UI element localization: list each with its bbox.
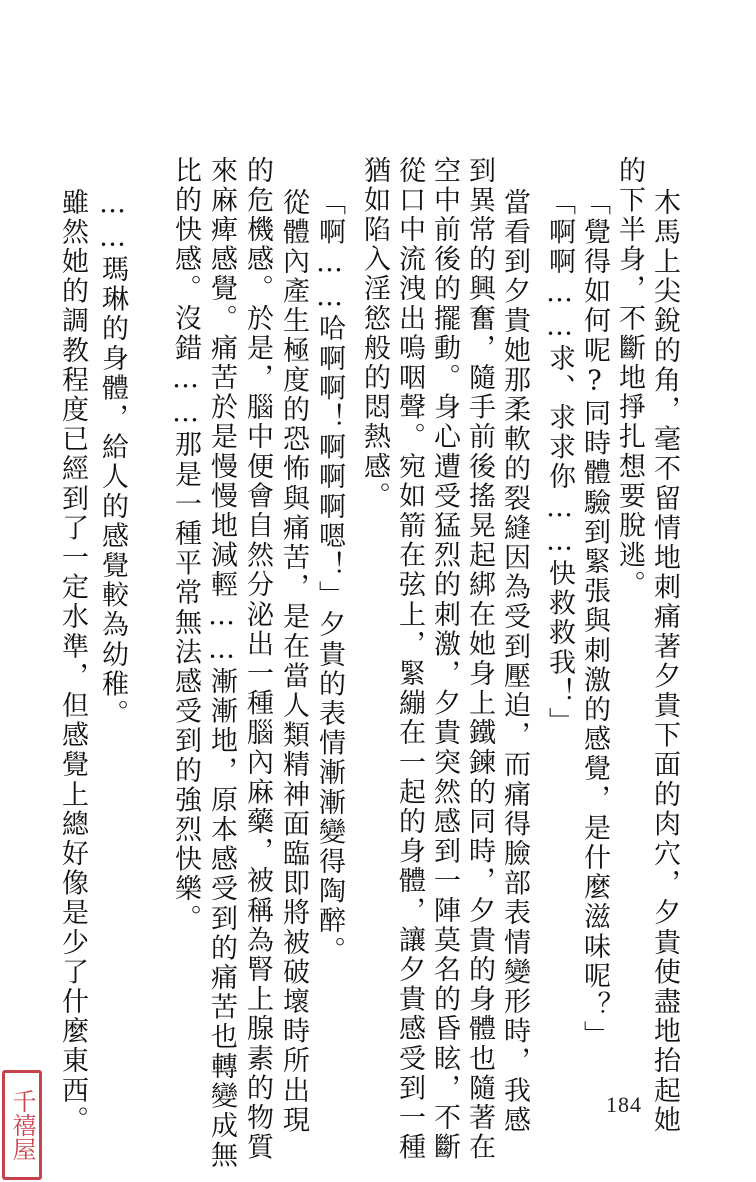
text-line: 比的快感。沒錯……那是一種平常無法感受到的強烈快樂。	[170, 156, 201, 934]
text-line: 「啊……哈啊啊！啊啊啊嗯！」夕貴的表情漸漸變得陶醉。	[314, 188, 345, 966]
text-line: 到異常的興奮，隨手前後搖晃起綁在她身上鐵鍊的同時，夕貴的身體也隨著在	[464, 156, 495, 1163]
text-line: ……瑪琳的身體，給人的感覺較為幼稚。	[97, 188, 128, 729]
text-line: 雖然她的調教程度已經到了一定水準，但感覺上總好像是少了什麼東西。	[57, 188, 88, 1136]
text-line: 的下半身，不斷地掙扎想要脫逃。	[614, 156, 645, 600]
text-line: 來麻痺感覺。痛苦於是慢慢地減輕……漸漸地，原本感受到的痛苦也轉變成無	[206, 156, 237, 1171]
text-line: 猶如陷入淫慾般的悶熱感。	[359, 156, 390, 512]
text-line: 「覺得如何呢?同時體驗到緊張與刺激的感覺，是什麼滋味呢？」	[579, 188, 610, 1051]
page-number: 184	[606, 1092, 642, 1117]
text-line: 從口中流洩出嗚咽聲。宛如箭在弦上，緊繃在一起的身體，讓夕貴感受到一種	[394, 156, 425, 1163]
text-line: 的危機感。於是，腦中便會自然分泌出一種腦內麻藥，被稱為腎上腺素的物質	[242, 156, 273, 1163]
text-line: 當看到夕貴她那柔軟的裂縫因為受到壓迫，而痛得臉部表情變形時，我感	[499, 188, 530, 1136]
text-line: 「啊啊……求、求求你……快救救我！」	[544, 188, 575, 737]
text-line: 木馬上尖銳的角，毫不留情地刺痛著夕貴下面的肉穴，夕貴使盡地抬起她	[649, 188, 680, 1136]
publisher-seal: 千禧屋	[2, 1070, 42, 1180]
text-line: 從體內產生極度的恐怖與痛苦，是在當人類精神面臨即將被破壞時所出現	[278, 188, 309, 1136]
text-line: 空中前後的擺動。身心遭受猛烈的刺激，夕貴突然感到一陣莫名的昏眩，不斷	[429, 156, 460, 1163]
